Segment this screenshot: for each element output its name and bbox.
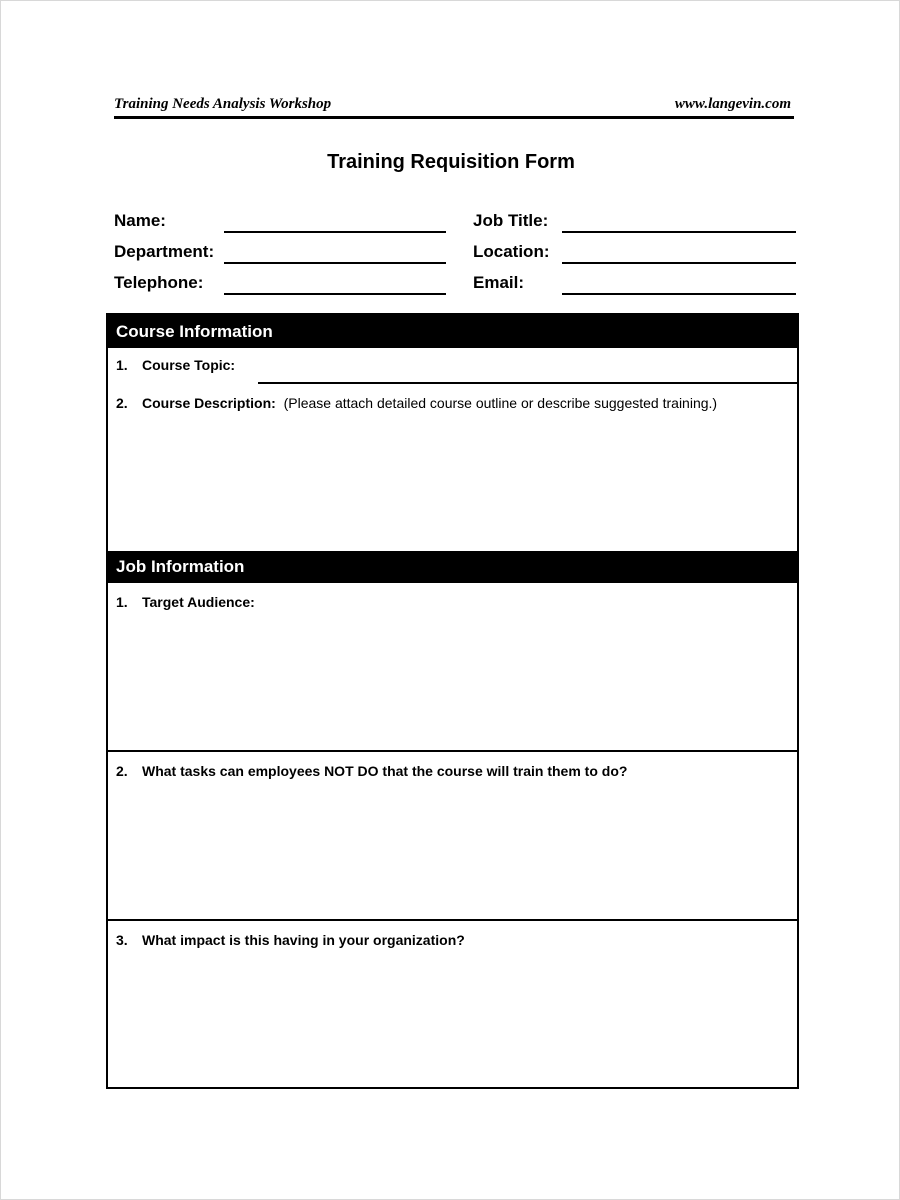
job-information-heading: Job Information: [108, 551, 797, 583]
telephone-label: Telephone:: [114, 273, 204, 292]
email-field[interactable]: [562, 293, 796, 295]
header-url: www.langevin.com: [674, 96, 791, 112]
department-label: Department:: [114, 242, 215, 261]
header-title: Training Needs Analysis Workshop: [114, 96, 332, 112]
course-topic-field[interactable]: [258, 382, 797, 384]
email-label: Email:: [473, 273, 525, 292]
question-number: 1.: [116, 594, 128, 610]
question-number: 1.: [116, 357, 128, 373]
question-number: 2.: [116, 763, 128, 779]
name-field[interactable]: [224, 231, 446, 233]
header-rule: [114, 116, 794, 119]
target-audience-question: [116, 594, 255, 610]
telephone-field[interactable]: [224, 293, 446, 295]
course-description-area[interactable]: [108, 415, 797, 551]
question-number: 2.: [116, 395, 128, 411]
divider: [108, 750, 797, 752]
question-label: Course Description:: [142, 395, 276, 411]
question-label: Course Topic:: [142, 357, 236, 373]
question-number: 3.: [116, 932, 128, 948]
course-description-question: [116, 395, 717, 411]
question-label: What tasks can employees NOT DO that the course will train them to do?: [142, 763, 628, 779]
location-field[interactable]: [562, 262, 796, 264]
job-title-label: Job Title:: [473, 211, 549, 230]
question-note: (Please attach detailed course outline or describe suggested training.): [283, 395, 718, 411]
location-label: Location:: [473, 242, 550, 261]
name-label: Name:: [114, 211, 166, 230]
question-label: Target Audience:: [142, 594, 255, 610]
question-label: What impact is this having in your organization?: [142, 932, 465, 948]
course-topic-question: [116, 357, 235, 373]
department-field[interactable]: [224, 262, 446, 264]
job-title-field[interactable]: [562, 231, 796, 233]
form-box: [106, 313, 799, 1089]
course-information-heading: Course Information: [108, 315, 797, 348]
page-title: Training Requisition Form: [327, 151, 575, 173]
tasks-question: [116, 763, 627, 779]
impact-question: [116, 932, 465, 948]
divider: [108, 919, 797, 921]
